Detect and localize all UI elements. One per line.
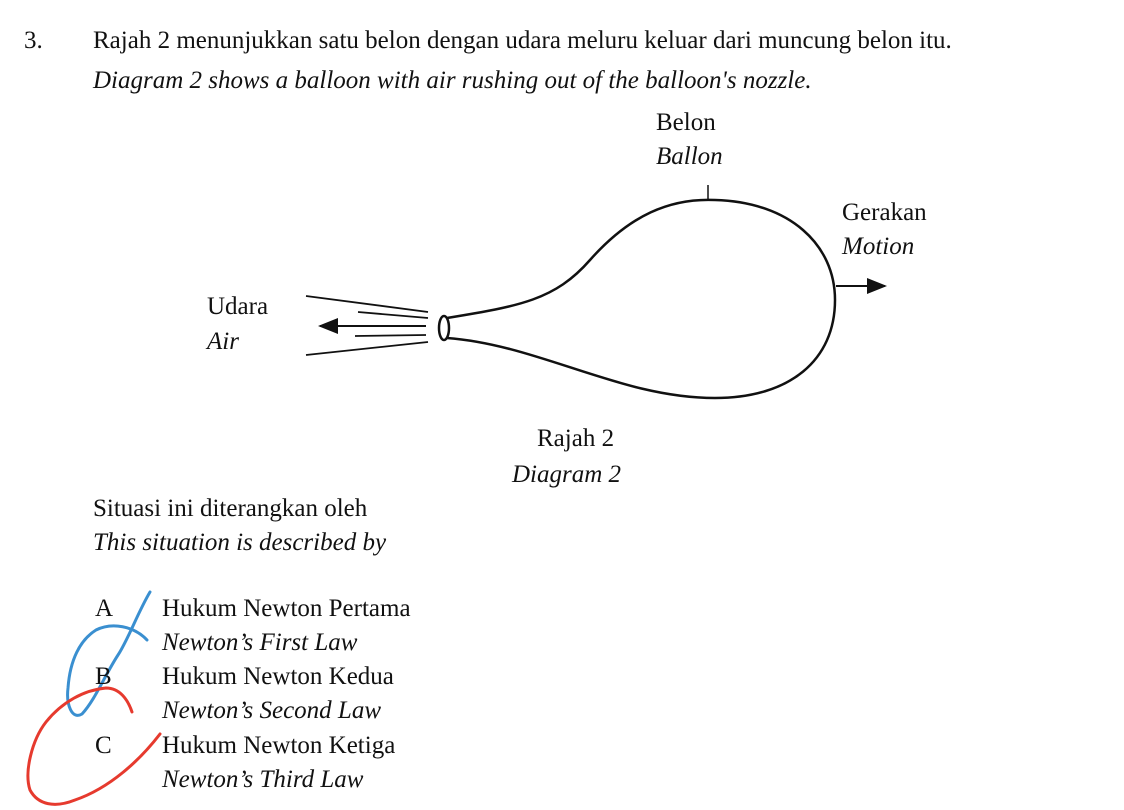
motion-label-en: Motion bbox=[842, 233, 915, 260]
option-text-ms: Hukum Newton Kedua bbox=[162, 663, 394, 690]
balloon-label-en: Ballon bbox=[656, 143, 723, 170]
motion-label-ms: Gerakan bbox=[842, 199, 927, 226]
balloon-label-ms: Belon bbox=[656, 109, 716, 136]
air-label-ms: Udara bbox=[207, 293, 269, 320]
option-letter: C bbox=[95, 732, 112, 759]
balloon-nozzle bbox=[439, 316, 449, 340]
air-label-en: Air bbox=[207, 328, 239, 355]
option-text-en: Newton’s Third Law bbox=[162, 766, 364, 793]
option-text-ms: Hukum Newton Pertama bbox=[162, 595, 411, 622]
diagram-caption-en: Diagram 2 bbox=[512, 461, 622, 488]
prompt-ms: Situasi ini diterangkan oleh bbox=[93, 495, 368, 522]
red-answer-mark bbox=[28, 688, 160, 804]
option-letter: A bbox=[95, 595, 114, 622]
question-number: 3. bbox=[24, 27, 43, 54]
option-letter: B bbox=[95, 663, 112, 690]
option-text-ms: Hukum Newton Ketiga bbox=[162, 732, 396, 759]
balloon-outline bbox=[447, 200, 835, 398]
prompt-en: This situation is described by bbox=[93, 529, 387, 556]
question-stem-en: Diagram 2 shows a balloon with air rushing out of the balloon's nozzle. bbox=[93, 67, 812, 94]
option-text-en: Newton’s First Law bbox=[162, 629, 358, 656]
diagram-caption-ms: Rajah 2 bbox=[537, 425, 615, 452]
question-stem-ms: Rajah 2 menunjukkan satu belon dengan udara meluru keluar dari muncung belon itu. bbox=[93, 27, 952, 54]
option-text-en: Newton’s Second Law bbox=[162, 697, 381, 724]
